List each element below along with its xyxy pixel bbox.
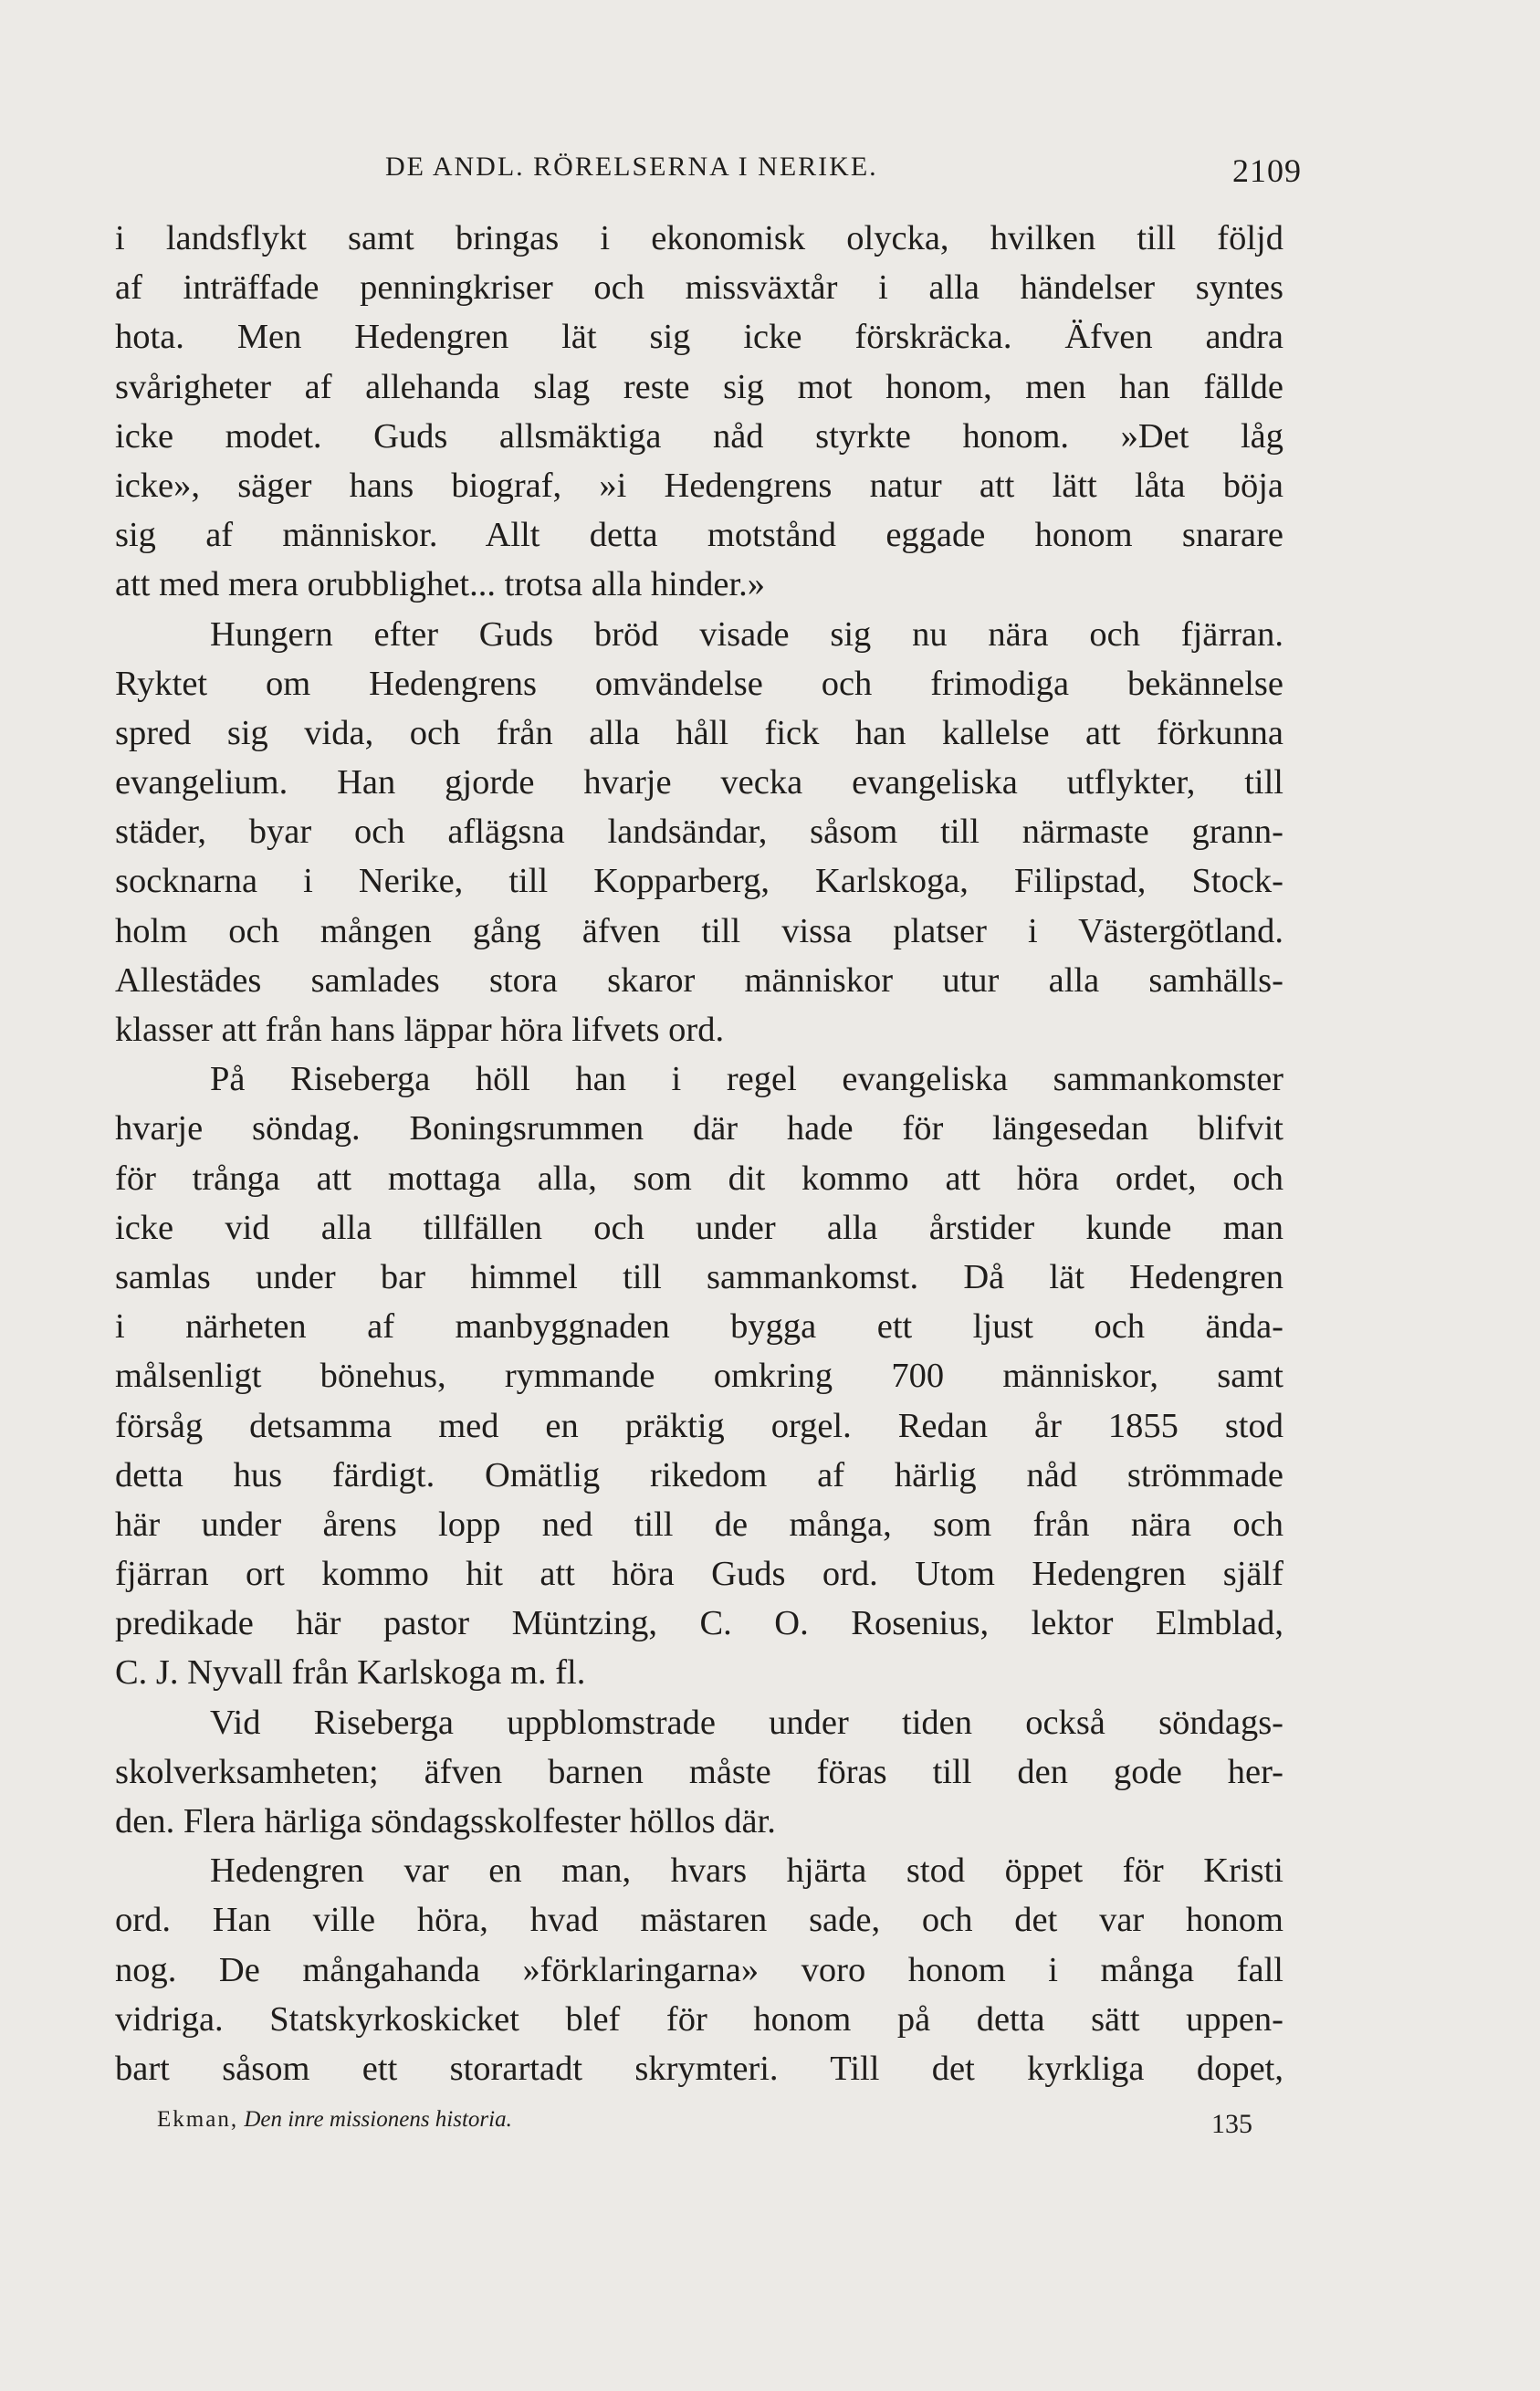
text-line: den. Flera härliga söndagsskolfester höllos där. [115, 1802, 776, 1840]
page-footer [157, 2102, 1252, 2147]
text-line: försåg detsamma med en präktig orgel. Redan år 1855 stod [115, 1406, 1283, 1445]
text-line: i landsflykt samt bringas i ekonomisk olycka, hvilken till följd [115, 219, 1283, 257]
text-line: samlas under bar himmel till sammankomst. Då lät Hedengren [115, 1257, 1283, 1296]
text-line: nog. De mångahanda »förklaringarna» voro honom i många fall [115, 1950, 1283, 1989]
text-line: spred sig vida, och från alla håll fick han kallelse att förkunna [115, 713, 1283, 752]
text-line: Ryktet om Hedengrens omvändelse och frimodiga bekännelse [115, 664, 1283, 703]
text-line: hvarje söndag. Boningsrummen där hade för längesedan blifvit [115, 1109, 1283, 1148]
text-line: bart såsom ett storartadt skrymteri. Till det kyrkliga dopet, [115, 2049, 1283, 2088]
text-line: för trånga att mottaga alla, som dit kommo att höra ordet, och [115, 1159, 1283, 1198]
text-line: sig af människor. Allt detta motstånd eggade honom snarare [115, 516, 1283, 555]
text-line: af inträffade penningkriser och missväxtår i alla händelser syntes [115, 268, 1283, 308]
text-line: icke vid alla tillfällen och under alla årstider kunde man [115, 1208, 1283, 1247]
text-line: skolverksamheten; äfven barnen måste föras till den gode her- [115, 1752, 1283, 1791]
text-line: fjärran ort kommo hit att höra Guds ord. Utom Hedengren själf [115, 1555, 1283, 1594]
running-title: DE ANDL. RÖRELSERNA I NERIKE. [385, 152, 878, 182]
text-line: Vid Riseberga uppblomstrade under tiden också söndags- [210, 1703, 1283, 1742]
signature-author: Ekman, [157, 2107, 239, 2132]
text-line: städer, byar och aflägsna landsändar, såsom till närmaste grann- [115, 813, 1283, 852]
text-line: socknarna i Nerike, till Kopparberg, Karlskoga, Filipstad, Stock- [115, 862, 1283, 901]
text-line: Hungern efter Guds bröd visade sig nu nära och fjärran. [210, 614, 1283, 654]
text-line: På Riseberga höll han i regel evangeliska sammankomster [210, 1060, 1283, 1099]
text-line: Allestädes samlades stora skaror människor utur alla samhälls- [115, 960, 1283, 1000]
text-line: detta hus färdigt. Omätlig rikedom af härlig nåd strömmade [115, 1455, 1283, 1494]
text-line: klasser att från hans läppar höra lifvets ord. [115, 1011, 725, 1049]
text-line: svårigheter af allehanda slag reste sig mot honom, men han fällde [115, 367, 1283, 406]
text-line: icke modet. Guds allsmäktiga nåd styrkte honom. »Det låg [115, 416, 1283, 456]
page-number: 2109 [1232, 152, 1302, 189]
text-line: i närheten af manbyggnaden bygga ett ljust och ända- [115, 1307, 1283, 1347]
text-line: icke», säger hans biograf, »i Hedengrens natur att lätt låta böja [115, 466, 1283, 505]
running-head [115, 152, 1302, 197]
text-line: att med mera orubblighet... trotsa alla hinder.» [115, 565, 766, 604]
body-text [115, 214, 1283, 2093]
text-line: målsenligt bönehus, rymmande omkring 700 människor, samt [115, 1357, 1283, 1396]
text-line: holm och mången gång äfven till vissa platser i Västergötland. [115, 911, 1283, 950]
text-line: ord. Han ville höra, hvad mästaren sade, och det var honom [115, 1901, 1283, 1940]
text-line: hota. Men Hedengren lät sig icke förskräcka. Äfven andra [115, 318, 1283, 357]
text-line: predikade här pastor Müntzing, C. O. Rosenius, lektor Elmblad, [115, 1604, 1283, 1643]
text-line: evangelium. Han gjorde hvarje vecka evangeliska utflykter, till [115, 763, 1283, 802]
signature-mark [157, 2107, 512, 2133]
text-line: Hedengren var en man, hvars hjärta stod öppet för Kristi [210, 1851, 1283, 1891]
text-line: vidriga. Statskyrkoskicket blef för honom på detta sätt uppen- [115, 1999, 1283, 2039]
text-line: C. J. Nyvall från Karlskoga m. fl. [115, 1653, 586, 1693]
sheet-number: 135 [1211, 2109, 1252, 2139]
text-line: här under årens lopp ned till de många, som från nära och [115, 1505, 1283, 1544]
signature-work: Den inre missionens historia. [244, 2107, 512, 2132]
